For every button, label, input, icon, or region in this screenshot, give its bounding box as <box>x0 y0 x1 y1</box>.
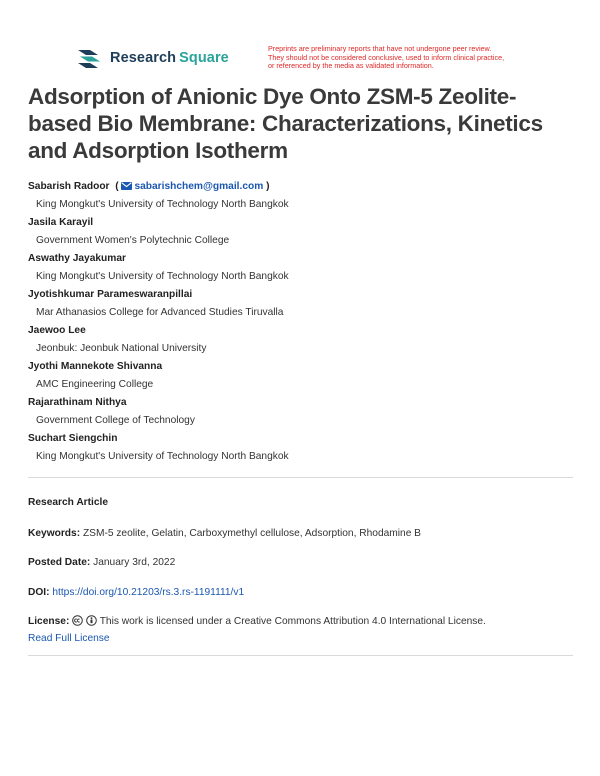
author-name: Jyothi Mannekote Shivanna <box>28 361 163 372</box>
license-row <box>28 613 573 647</box>
keywords-label: Keywords: <box>28 528 81 539</box>
disclaimer-line: or referenced by the media as validated information. <box>268 61 434 71</box>
author-entry <box>28 394 568 429</box>
author-affiliation: Mar Athanasios College for Advanced Studies Tiruvalla <box>36 306 284 318</box>
author-entry <box>28 178 568 213</box>
disclaimer-line: Preprints are preliminary reports that have not undergone peer review. <box>268 44 492 53</box>
author-name: Suchart Siengchin <box>28 433 118 444</box>
divider <box>28 655 573 656</box>
author-name: Sabarish Radoor <box>28 181 110 192</box>
divider <box>28 477 573 478</box>
logo-word-research: Research <box>110 50 177 66</box>
keywords-row <box>28 525 573 542</box>
author-email-link[interactable]: sabarishchem@gmail.com <box>134 181 264 192</box>
doi-row <box>28 584 573 601</box>
author-entry <box>28 250 568 285</box>
author-name: Jasila Karayil <box>28 217 94 228</box>
posted-date-row <box>28 554 573 571</box>
article-type-value: Research Article <box>28 497 109 508</box>
author-name: Rajarathinam Nithya <box>28 397 127 408</box>
email-close-paren: ) <box>266 181 270 192</box>
author-name: Aswathy Jayakumar <box>28 253 126 264</box>
disclaimer-line: They should not be considered conclusive, used to inform clinical practice, <box>268 52 505 62</box>
logo-word-square: Square <box>179 50 229 66</box>
license-text: This work is licensed under a Creative Commons Attribution 4.0 International License. <box>99 616 486 627</box>
author-affiliation: Jeonbuk: Jeonbuk National University <box>36 342 207 354</box>
author-entry <box>28 214 568 249</box>
doi-label: DOI: <box>28 587 50 598</box>
keywords-value: ZSM-5 zeolite, Gelatin, Carboxymethyl cellulose, Adsorption, Rhodamine B <box>82 528 421 539</box>
author-entry <box>28 430 568 465</box>
attribution-icon <box>86 615 97 626</box>
posted-date-label: Posted Date: <box>28 557 91 568</box>
author-entry <box>28 322 568 357</box>
author-name: Jyotishkumar Parameswaranpillai <box>28 289 193 300</box>
email-open-paren: ( <box>112 181 119 192</box>
preprint-disclaimer <box>268 45 558 71</box>
logo-text <box>110 50 229 66</box>
author-list <box>28 178 568 466</box>
author-name: Jaewoo Lee <box>28 325 86 336</box>
posted-date-value: January 3rd, 2022 <box>93 557 176 568</box>
article-type <box>28 494 573 511</box>
doi-link[interactable]: https://doi.org/10.21203/rs.3.rs-1191111/v1 <box>52 587 245 598</box>
paper-title: Adsorption of Anionic Dye Onto ZSM-5 Zeolite-based Bio Membrane: Characterizations, Kinetics and Adsorption Isotherm <box>28 84 543 163</box>
research-square-logo-icon <box>76 47 102 69</box>
research-square-logo[interactable] <box>76 47 229 69</box>
author-affiliation: King Mongkut's University of Technology North Bangkok <box>36 450 289 462</box>
author-affiliation: AMC Engineering College <box>36 378 154 390</box>
creative-commons-icon <box>72 615 83 626</box>
author-affiliation: King Mongkut's University of Technology North Bangkok <box>36 198 289 210</box>
author-entry <box>28 286 568 321</box>
header <box>0 0 600 80</box>
author-affiliation: King Mongkut's University of Technology North Bangkok <box>36 270 289 282</box>
author-name-line <box>28 178 568 196</box>
envelope-icon <box>121 182 132 190</box>
license-label: License: <box>28 616 70 627</box>
author-entry <box>28 358 568 393</box>
author-affiliation: Government College of Technology <box>36 414 195 426</box>
read-full-license-link[interactable]: Read Full License <box>28 633 110 644</box>
author-affiliation: Government Women's Polytechnic College <box>36 234 230 246</box>
